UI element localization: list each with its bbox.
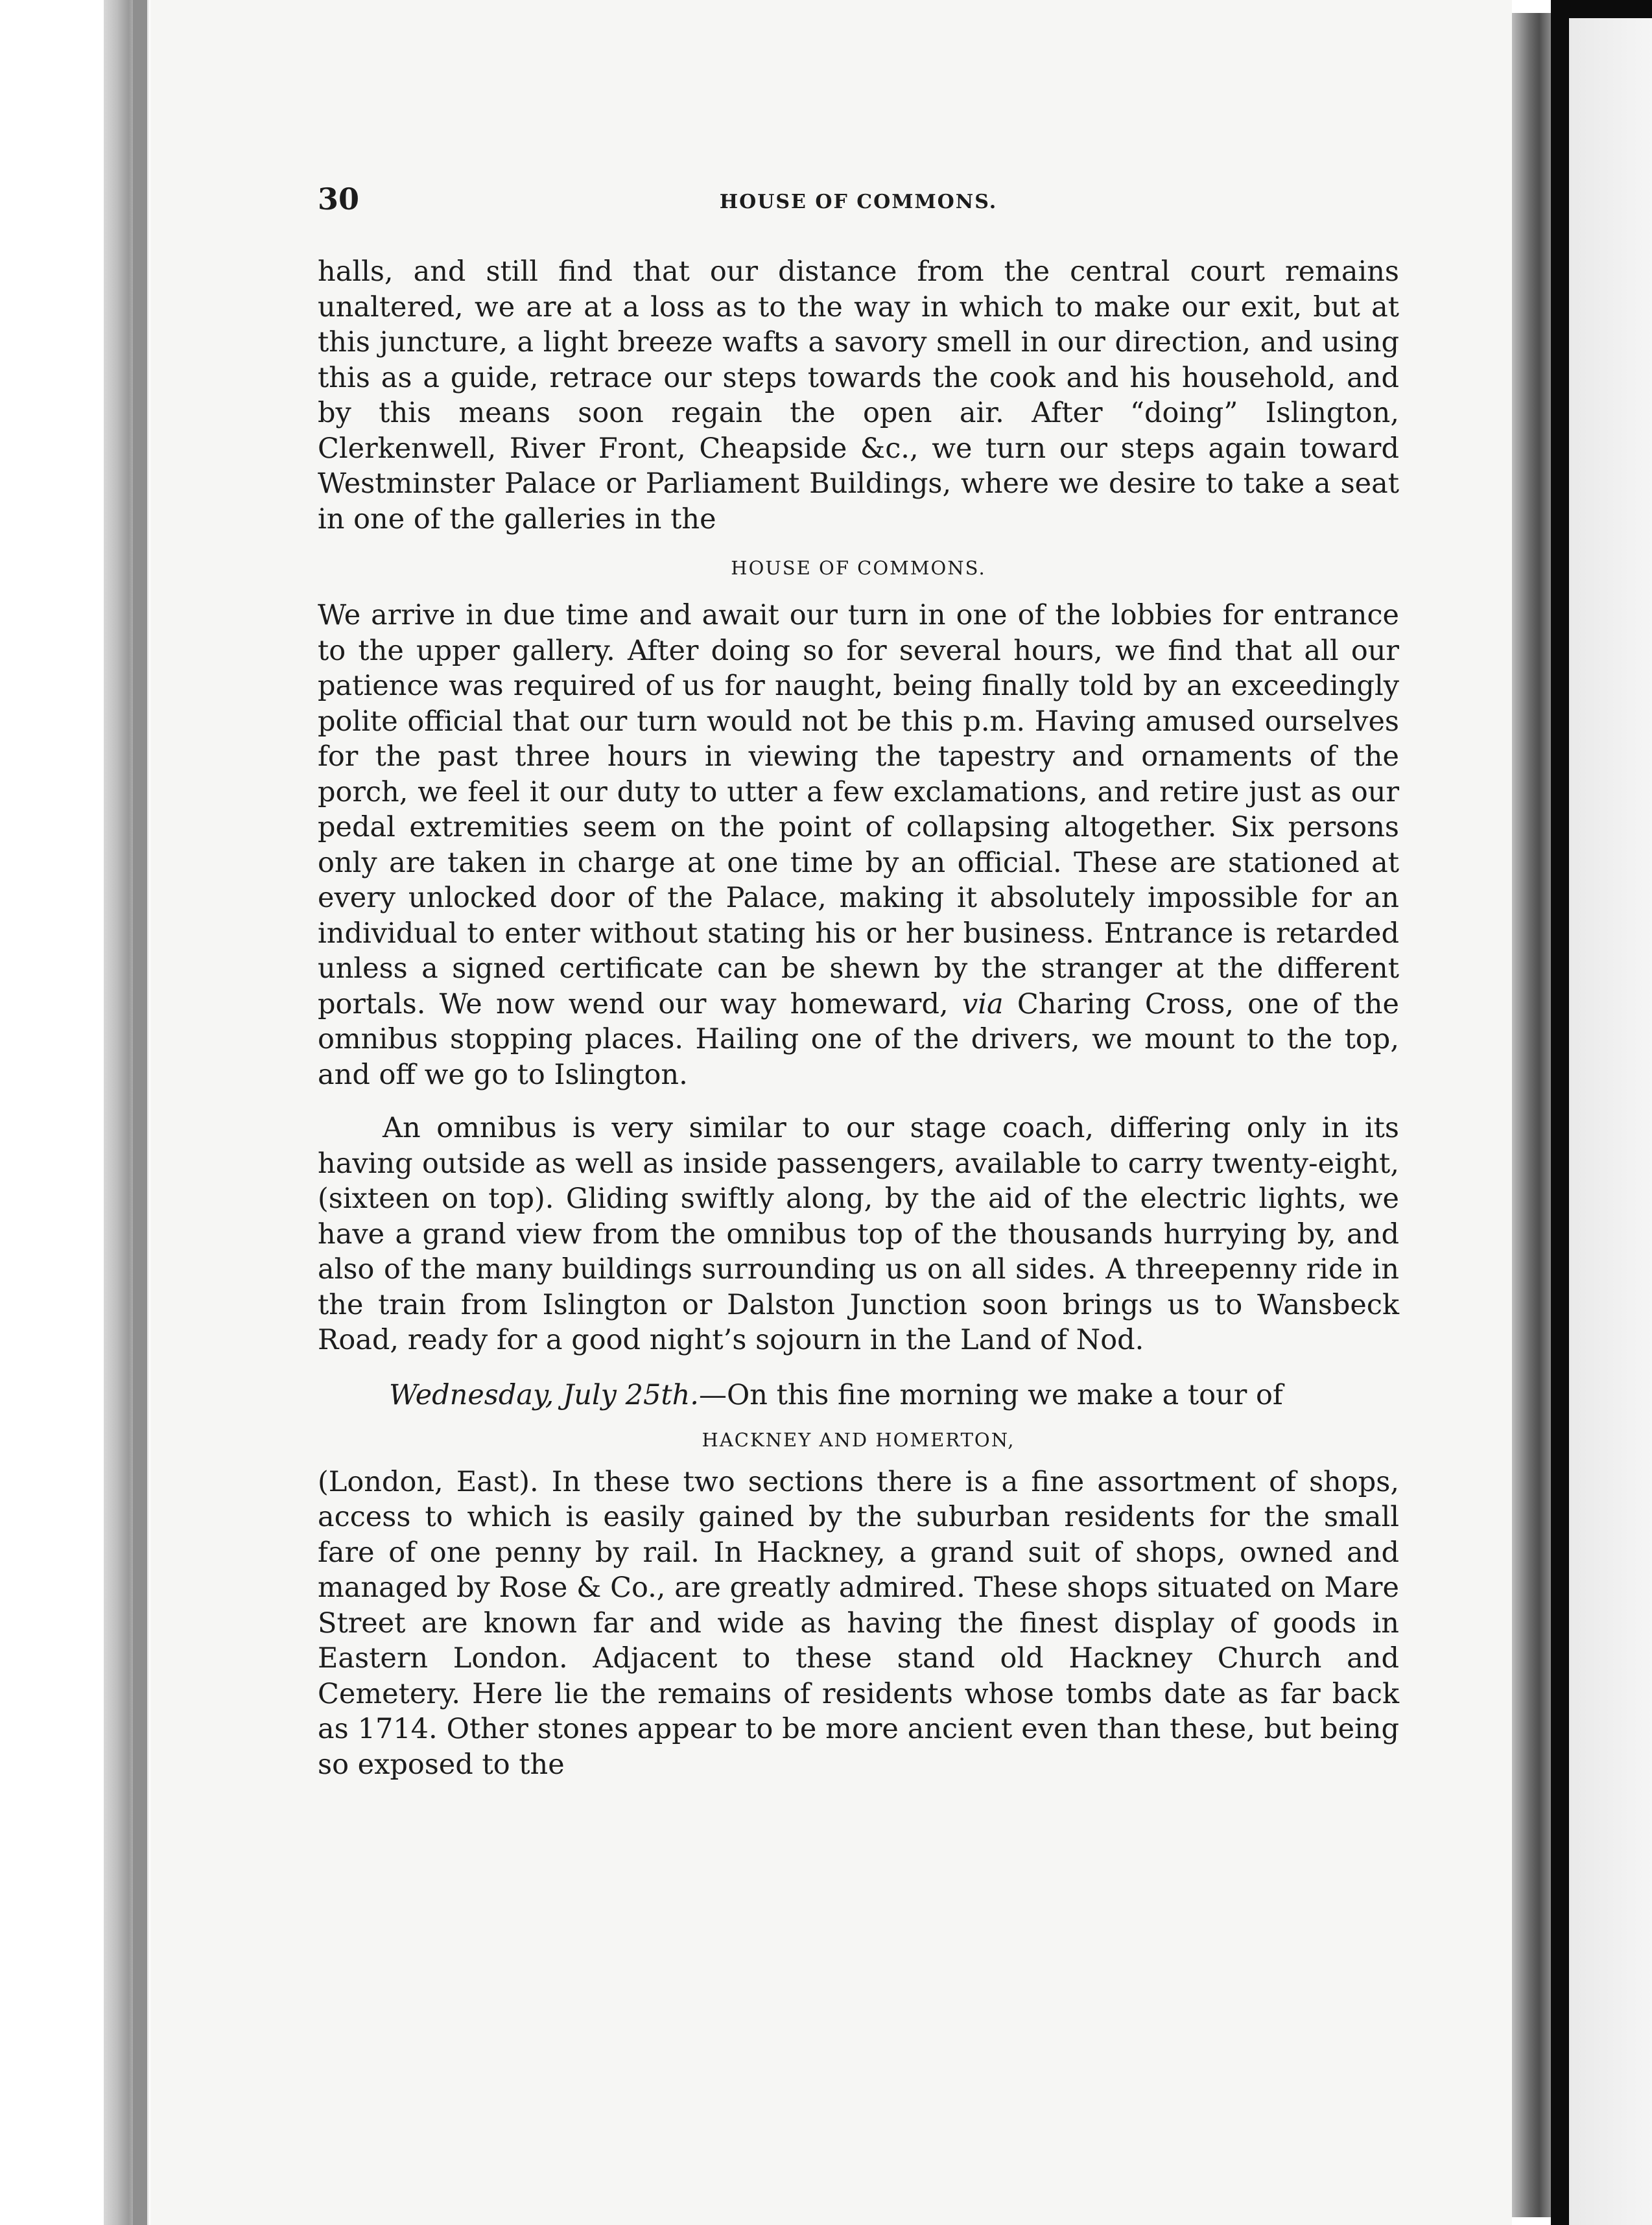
adjacent-page-edge [1569, 18, 1652, 2225]
running-head [318, 175, 1399, 220]
dateline-date: Wednesday, July 25th. [389, 1378, 699, 1411]
section-heading-house-of-commons: HOUSE OF COMMONS. [731, 557, 986, 579]
paragraph-hackney: (London, East). In these two sections there is a fine assortment of shops, access to which is easily gained by the suburban residents for the small fare of one penny by rail. In Hackney, a grand suit of shops, owned and managed by Rose & Co., are greatly admired. These shops situated on Mare Street are known far and wide as having the finest display of goods in Eastern London. Adjacent to these stand old Hackney Church and Cemetery. Here lie the remains of residents whose tombs date as far back as 1714. Other stones appear to be more ancient even than these, but being so exposed to the [318, 1465, 1399, 1781]
paragraph-lobbies-text: We arrive in due time and await our turn in one of the lobbies for entrance to the upper gallery. After doing so for several hours, we find that all our patience was required of us for naught, being finally told by an exceedingly polite official that our turn would not be this p.m. Having amused ourselves for the past three hours in viewing the tapestry and ornaments of the porch, we feel it our duty to utter a few exclamations, and retire just as our pedal extremities seem on the point of collapsing altogether. Six persons only are taken in charge at one time by an official. These are stationed at every unlocked door of the Palace, making it absolutely impossible for an individual to enter without stating his or her business. Entrance is retarded unless a signed certificate can be shewn by the stranger at the different portals. We now wend our way homeward, [318, 599, 1399, 1020]
page-edge-shadow [1512, 13, 1551, 2217]
paragraph-via-italic: via [962, 987, 1004, 1020]
dateline [318, 1378, 1399, 1413]
book-spine-edge [133, 0, 147, 2225]
page-number: 30 [318, 182, 360, 217]
paragraph-lobbies-end: Charing Cross, one of the omnibus stopping places. Hailing one of the drivers, we mount to the top, and off we go to Islington. [318, 987, 1399, 1091]
dateline-text: —On this fine morning we make a tour of [698, 1378, 1283, 1411]
paragraph-omnibus: An omnibus is very similar to our stage coach, differing only in its having outside as well as inside passengers, available to carry twenty-eight, (sixteen on top). Gliding swiftly along, by the aid of the electric lights, we have a grand view from the omnibus top of the thousands hurrying by, and also of the many buildings surrounding us on all sides. A threepenny ride in the train from Islington or Dalston Junction soon brings us to Wansbeck Road, ready for a good night’s sojourn in the Land of Nod. [318, 1112, 1399, 1356]
running-title: HOUSE OF COMMONS. [719, 191, 998, 213]
page-text-block [318, 175, 1399, 1782]
section-heading-hackney: HACKNEY AND HOMERTON, [702, 1428, 1015, 1451]
paragraph-lobbies [318, 598, 1399, 1092]
paragraph-halls: halls, and still find that our distance from the central court remains unaltered, we are at a loss as to the way in which to make our exit, but at this juncture, a light breeze wafts a savory smell in our direction, and using this as a guide, retrace our steps towards the cook and his household, and by this means soon regain the open air. After “doing” Islington, Clerkenwell, River Front, Cheapside &c., we turn our steps again toward Westminster Palace or Parliament Buildings, where we desire to take a seat in one of the galleries in the [318, 255, 1399, 536]
